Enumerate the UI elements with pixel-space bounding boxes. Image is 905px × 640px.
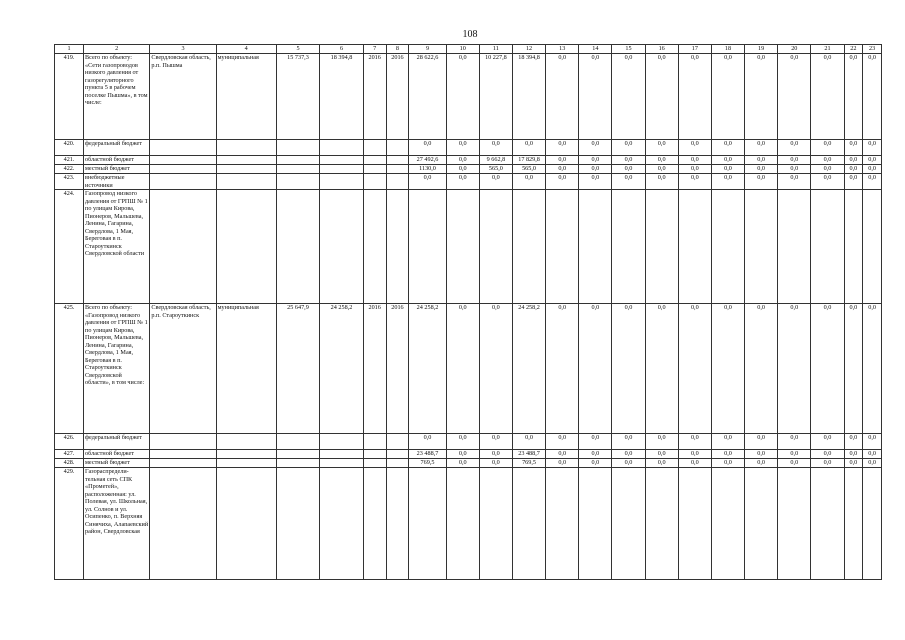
column-number: 4 bbox=[216, 45, 276, 54]
table-cell: 0,0 bbox=[612, 156, 645, 165]
table-cell bbox=[363, 140, 386, 156]
table-cell: 0,0 bbox=[612, 54, 645, 140]
column-number: 14 bbox=[579, 45, 612, 54]
table-cell bbox=[216, 468, 276, 580]
table-cell bbox=[811, 190, 844, 304]
table-cell bbox=[579, 190, 612, 304]
table-cell: 0,0 bbox=[479, 434, 512, 450]
table-row bbox=[55, 468, 882, 580]
table-cell bbox=[320, 459, 364, 468]
page-number: 108 bbox=[462, 29, 478, 40]
table-cell: 2016 bbox=[363, 54, 386, 140]
table-cell: 0,0 bbox=[546, 140, 579, 156]
table-cell bbox=[863, 190, 882, 304]
table-cell: 0,0 bbox=[612, 140, 645, 156]
table-cell: 0,0 bbox=[645, 140, 678, 156]
table-cell: 0,0 bbox=[612, 174, 645, 190]
table-cell bbox=[678, 468, 711, 580]
column-number: 2 bbox=[84, 45, 150, 54]
table-cell: 24 258,2 bbox=[320, 304, 364, 434]
table-cell: 0,0 bbox=[479, 140, 512, 156]
row-number-cell: 423. bbox=[55, 174, 84, 190]
table-cell bbox=[546, 190, 579, 304]
table-cell bbox=[745, 190, 778, 304]
table-cell bbox=[479, 468, 512, 580]
row-label-cell: внебюджетные источники bbox=[84, 174, 150, 190]
table-cell: 0,0 bbox=[579, 156, 612, 165]
table-cell: 0,0 bbox=[409, 174, 446, 190]
table-cell bbox=[386, 165, 409, 174]
table-cell: 0,0 bbox=[678, 54, 711, 140]
table-cell: 0,0 bbox=[446, 459, 479, 468]
table-cell bbox=[386, 190, 409, 304]
column-number: 15 bbox=[612, 45, 645, 54]
table-cell: 0,0 bbox=[863, 156, 882, 165]
table-cell bbox=[150, 468, 216, 580]
table-cell: 0,0 bbox=[778, 450, 811, 459]
row-label-cell: федеральный бюджет bbox=[84, 140, 150, 156]
table-cell bbox=[645, 190, 678, 304]
column-number: 12 bbox=[512, 45, 545, 54]
table-cell bbox=[363, 190, 386, 304]
column-number: 20 bbox=[778, 45, 811, 54]
column-number: 21 bbox=[811, 45, 844, 54]
table-cell bbox=[276, 156, 320, 165]
table-cell: 0,0 bbox=[863, 165, 882, 174]
table-cell bbox=[320, 468, 364, 580]
table-cell bbox=[276, 190, 320, 304]
table-cell: 0,0 bbox=[446, 165, 479, 174]
table-cell: 0,0 bbox=[711, 54, 744, 140]
table-cell: 0,0 bbox=[678, 450, 711, 459]
table-row bbox=[55, 174, 882, 190]
table-cell: 0,0 bbox=[546, 304, 579, 434]
table-cell: 0,0 bbox=[409, 140, 446, 156]
table-cell bbox=[150, 140, 216, 156]
table-cell: 0,0 bbox=[479, 450, 512, 459]
table-cell bbox=[150, 156, 216, 165]
table-cell: 0,0 bbox=[446, 140, 479, 156]
table-cell bbox=[844, 190, 863, 304]
table-cell: 2016 bbox=[386, 304, 409, 434]
table-cell bbox=[363, 468, 386, 580]
table-cell: 0,0 bbox=[612, 434, 645, 450]
table-cell bbox=[216, 459, 276, 468]
table-cell bbox=[745, 468, 778, 580]
column-number: 13 bbox=[546, 45, 579, 54]
table-cell: 0,0 bbox=[745, 304, 778, 434]
table-cell: 0,0 bbox=[844, 140, 863, 156]
table-cell: 0,0 bbox=[512, 434, 545, 450]
table-cell bbox=[479, 190, 512, 304]
table-row bbox=[55, 304, 882, 434]
table-row bbox=[55, 54, 882, 140]
table-cell bbox=[276, 434, 320, 450]
table-cell bbox=[386, 434, 409, 450]
table-cell bbox=[546, 468, 579, 580]
table-cell bbox=[363, 174, 386, 190]
table-cell: 0,0 bbox=[811, 156, 844, 165]
table-cell: 18 394,8 bbox=[512, 54, 545, 140]
table-cell: 0,0 bbox=[512, 174, 545, 190]
row-label-cell: Газопровод низкого давления от ГРПШ № 1 по улицам Кирова, Пионеров, Мальшева, Ленина, Гагарина, Свердлова, 1 Мая, Береговая в п. Староуткинск Свердловской области bbox=[84, 190, 150, 304]
table-cell: 0,0 bbox=[745, 434, 778, 450]
table-cell bbox=[150, 450, 216, 459]
table-cell: муниципальная bbox=[216, 54, 276, 140]
table-cell bbox=[320, 174, 364, 190]
table-cell bbox=[276, 468, 320, 580]
table-cell: 0,0 bbox=[863, 54, 882, 140]
row-number-cell: 426. bbox=[55, 434, 84, 450]
row-label-cell: областной бюджет bbox=[84, 450, 150, 459]
table-cell: 0,0 bbox=[711, 174, 744, 190]
table-cell: 0,0 bbox=[863, 304, 882, 434]
table-cell bbox=[150, 190, 216, 304]
table-cell: 0,0 bbox=[711, 304, 744, 434]
table-cell: 0,0 bbox=[612, 459, 645, 468]
table-cell bbox=[612, 190, 645, 304]
table-cell bbox=[216, 174, 276, 190]
table-row bbox=[55, 140, 882, 156]
table-cell bbox=[320, 434, 364, 450]
table-cell bbox=[386, 459, 409, 468]
table-cell: 0,0 bbox=[778, 174, 811, 190]
table-cell: 0,0 bbox=[711, 140, 744, 156]
table-cell bbox=[150, 434, 216, 450]
table-cell bbox=[612, 468, 645, 580]
table-cell: 0,0 bbox=[479, 174, 512, 190]
table-cell: 0,0 bbox=[844, 459, 863, 468]
row-number-cell: 422. bbox=[55, 165, 84, 174]
table-cell: 0,0 bbox=[778, 304, 811, 434]
table-cell bbox=[276, 174, 320, 190]
table-cell: 0,0 bbox=[745, 459, 778, 468]
table-cell bbox=[446, 468, 479, 580]
table-cell: 0,0 bbox=[811, 450, 844, 459]
column-number: 17 bbox=[678, 45, 711, 54]
row-number-cell: 421. bbox=[55, 156, 84, 165]
table-cell bbox=[645, 468, 678, 580]
table-cell: 0,0 bbox=[811, 54, 844, 140]
table-cell: 0,0 bbox=[612, 165, 645, 174]
table-cell: 2016 bbox=[363, 304, 386, 434]
table-cell: 0,0 bbox=[811, 304, 844, 434]
table-row bbox=[55, 450, 882, 459]
row-number-cell: 419. bbox=[55, 54, 84, 140]
table-cell: 15 737,3 bbox=[276, 54, 320, 140]
table-cell: 0,0 bbox=[645, 304, 678, 434]
table-cell: 0,0 bbox=[811, 434, 844, 450]
table-cell: муниципальная bbox=[216, 304, 276, 434]
column-number: 6 bbox=[320, 45, 364, 54]
column-number: 19 bbox=[745, 45, 778, 54]
column-number: 3 bbox=[150, 45, 216, 54]
row-label-cell: Газораспредели-тельная сеть СПК «Прометей», расположенная: ул. Полевая, ул. Школьная, ул. Солнов и ул. Осипенко, п. Верхняя Синячиха, Алапаевский район, Свердловская bbox=[84, 468, 150, 580]
table-cell: 769,5 bbox=[409, 459, 446, 468]
row-number-cell: 420. bbox=[55, 140, 84, 156]
table-cell: 0,0 bbox=[546, 450, 579, 459]
row-label-cell: федеральный бюджет bbox=[84, 434, 150, 450]
row-label-cell: Всего по объекту: «Сети газопроводов низкого давления от газорегуляторного пункта 5 в рабочем поселке Пышма», в том числе: bbox=[84, 54, 150, 140]
table-cell bbox=[320, 156, 364, 165]
table-cell: 0,0 bbox=[579, 434, 612, 450]
column-number: 23 bbox=[863, 45, 882, 54]
table-cell: 0,0 bbox=[546, 459, 579, 468]
table-row bbox=[55, 190, 882, 304]
table-cell: 0,0 bbox=[863, 434, 882, 450]
column-number: 10 bbox=[446, 45, 479, 54]
row-label-cell: местный бюджет bbox=[84, 165, 150, 174]
table-cell bbox=[579, 468, 612, 580]
table-cell: 0,0 bbox=[446, 156, 479, 165]
table-row bbox=[55, 459, 882, 468]
table-cell: 0,0 bbox=[546, 165, 579, 174]
table-cell bbox=[386, 174, 409, 190]
column-number: 22 bbox=[844, 45, 863, 54]
row-number-cell: 425. bbox=[55, 304, 84, 434]
table-cell: 0,0 bbox=[678, 434, 711, 450]
table-cell: 18 394,8 bbox=[320, 54, 364, 140]
table-cell bbox=[863, 468, 882, 580]
table-cell: 0,0 bbox=[546, 434, 579, 450]
table-cell bbox=[216, 434, 276, 450]
row-label-cell: областной бюджет bbox=[84, 156, 150, 165]
table-cell bbox=[216, 450, 276, 459]
table-cell bbox=[216, 165, 276, 174]
table-cell: 0,0 bbox=[844, 174, 863, 190]
column-number: 8 bbox=[386, 45, 409, 54]
table-cell: 0,0 bbox=[863, 459, 882, 468]
table-cell: 0,0 bbox=[546, 156, 579, 165]
table-cell bbox=[512, 190, 545, 304]
table-row bbox=[55, 434, 882, 450]
table-cell: 0,0 bbox=[645, 434, 678, 450]
table-cell: 0,0 bbox=[844, 304, 863, 434]
table-cell: 23 488,7 bbox=[409, 450, 446, 459]
table-cell: 0,0 bbox=[446, 54, 479, 140]
table-cell: 769,5 bbox=[512, 459, 545, 468]
table-cell: 0,0 bbox=[711, 165, 744, 174]
table-cell: 0,0 bbox=[579, 54, 612, 140]
table-cell: 0,0 bbox=[579, 450, 612, 459]
table-cell bbox=[711, 468, 744, 580]
table-cell: 0,0 bbox=[678, 140, 711, 156]
column-number: 9 bbox=[409, 45, 446, 54]
table-cell: 0,0 bbox=[446, 304, 479, 434]
table-cell: 1130,0 bbox=[409, 165, 446, 174]
table-cell: 0,0 bbox=[678, 459, 711, 468]
table-cell: 0,0 bbox=[844, 434, 863, 450]
table-cell: 0,0 bbox=[711, 434, 744, 450]
table-cell: 0,0 bbox=[863, 140, 882, 156]
table-cell: 0,0 bbox=[645, 156, 678, 165]
table-cell bbox=[276, 459, 320, 468]
table-cell: 24 258,2 bbox=[409, 304, 446, 434]
table-cell: 9 662,8 bbox=[479, 156, 512, 165]
column-number: 16 bbox=[645, 45, 678, 54]
column-number-row bbox=[55, 45, 882, 54]
column-number: 7 bbox=[363, 45, 386, 54]
table-cell: 0,0 bbox=[811, 174, 844, 190]
table-cell: 0,0 bbox=[409, 434, 446, 450]
table-cell: 0,0 bbox=[678, 156, 711, 165]
table-cell: 0,0 bbox=[579, 304, 612, 434]
table-cell bbox=[276, 165, 320, 174]
table-cell bbox=[512, 468, 545, 580]
table-cell: 28 622,6 bbox=[409, 54, 446, 140]
table-cell: 0,0 bbox=[546, 174, 579, 190]
table-cell bbox=[811, 468, 844, 580]
table-cell: 17 829,8 bbox=[512, 156, 545, 165]
table-cell bbox=[363, 459, 386, 468]
table-cell: 0,0 bbox=[711, 450, 744, 459]
table-cell: 0,0 bbox=[579, 165, 612, 174]
table-cell: 0,0 bbox=[745, 140, 778, 156]
table-cell: 2016 bbox=[386, 54, 409, 140]
table-cell: Свердловская область, р.п. Староуткинск bbox=[150, 304, 216, 434]
table-cell: 0,0 bbox=[811, 459, 844, 468]
table-cell: 0,0 bbox=[579, 174, 612, 190]
table-cell: 0,0 bbox=[811, 165, 844, 174]
table-cell bbox=[446, 190, 479, 304]
table-cell: 0,0 bbox=[678, 174, 711, 190]
table-cell bbox=[386, 140, 409, 156]
table-cell bbox=[276, 140, 320, 156]
table-cell: 0,0 bbox=[778, 54, 811, 140]
table-cell bbox=[320, 140, 364, 156]
table-cell: 565,0 bbox=[512, 165, 545, 174]
table-cell bbox=[363, 434, 386, 450]
table-cell: 0,0 bbox=[778, 165, 811, 174]
table-cell: 0,0 bbox=[711, 459, 744, 468]
table-cell bbox=[409, 190, 446, 304]
table-cell bbox=[409, 468, 446, 580]
table-cell bbox=[778, 468, 811, 580]
table-cell bbox=[363, 165, 386, 174]
table-cell: 0,0 bbox=[645, 54, 678, 140]
column-number: 11 bbox=[479, 45, 512, 54]
table-cell bbox=[276, 450, 320, 459]
table-cell bbox=[150, 174, 216, 190]
table-cell: 0,0 bbox=[778, 459, 811, 468]
table-cell: 0,0 bbox=[778, 156, 811, 165]
table-cell: 0,0 bbox=[678, 304, 711, 434]
table-cell bbox=[363, 156, 386, 165]
table-cell: 0,0 bbox=[745, 450, 778, 459]
table-cell: 0,0 bbox=[446, 450, 479, 459]
column-number: 1 bbox=[55, 45, 84, 54]
table-cell: 23 488,7 bbox=[512, 450, 545, 459]
row-number-cell: 429. bbox=[55, 468, 84, 580]
table-cell: 0,0 bbox=[844, 54, 863, 140]
table-cell: 27 492,6 bbox=[409, 156, 446, 165]
table-cell: 0,0 bbox=[612, 304, 645, 434]
column-number: 5 bbox=[276, 45, 320, 54]
table-cell: 0,0 bbox=[579, 459, 612, 468]
table-cell: 0,0 bbox=[446, 434, 479, 450]
table-cell: 0,0 bbox=[778, 140, 811, 156]
table-cell: Свердловская область, р.п. Пышма bbox=[150, 54, 216, 140]
table-cell: 0,0 bbox=[778, 434, 811, 450]
table-cell: 0,0 bbox=[745, 156, 778, 165]
table-cell: 565,0 bbox=[479, 165, 512, 174]
table-cell bbox=[320, 190, 364, 304]
investment-table bbox=[54, 44, 882, 580]
table-cell: 25 647,9 bbox=[276, 304, 320, 434]
table-cell: 0,0 bbox=[645, 450, 678, 459]
table-cell: 0,0 bbox=[745, 54, 778, 140]
table-cell bbox=[711, 190, 744, 304]
table-cell: 0,0 bbox=[512, 140, 545, 156]
table-cell: 0,0 bbox=[612, 450, 645, 459]
row-number-cell: 424. bbox=[55, 190, 84, 304]
table-cell: 0,0 bbox=[479, 459, 512, 468]
table-cell bbox=[150, 165, 216, 174]
table-cell bbox=[778, 190, 811, 304]
table-cell: 0,0 bbox=[745, 174, 778, 190]
table-cell: 0,0 bbox=[844, 450, 863, 459]
table-cell bbox=[150, 459, 216, 468]
table-cell: 0,0 bbox=[678, 165, 711, 174]
table-cell: 0,0 bbox=[863, 450, 882, 459]
row-number-cell: 427. bbox=[55, 450, 84, 459]
table-row bbox=[55, 156, 882, 165]
table-cell: 0,0 bbox=[811, 140, 844, 156]
table-cell: 0,0 bbox=[844, 156, 863, 165]
table-cell bbox=[678, 190, 711, 304]
table-cell bbox=[363, 450, 386, 459]
table-cell bbox=[844, 468, 863, 580]
table-cell: 0,0 bbox=[579, 140, 612, 156]
table-cell: 10 227,8 bbox=[479, 54, 512, 140]
column-number: 18 bbox=[711, 45, 744, 54]
table-cell: 24 258,2 bbox=[512, 304, 545, 434]
table-cell bbox=[216, 140, 276, 156]
table-cell bbox=[320, 450, 364, 459]
table-cell: 0,0 bbox=[546, 54, 579, 140]
row-label-cell: местный бюджет bbox=[84, 459, 150, 468]
table-cell bbox=[386, 450, 409, 459]
table-cell bbox=[386, 156, 409, 165]
table-cell: 0,0 bbox=[863, 174, 882, 190]
row-label-cell: Всего по объекту: «Газопровод низкого давления от ГРПШ № 1 по улицам Кирова, Пионеров, Мальшева, Ленина, Гагарина, Свердлова, 1 Мая, Береговая в п. Староуткинск Свердловской области», в том числе: bbox=[84, 304, 150, 434]
table-cell: 0,0 bbox=[645, 174, 678, 190]
table-cell bbox=[216, 190, 276, 304]
table-cell bbox=[386, 468, 409, 580]
table-cell: 0,0 bbox=[711, 156, 744, 165]
table-cell bbox=[320, 165, 364, 174]
table-row bbox=[55, 165, 882, 174]
table-cell bbox=[216, 156, 276, 165]
table-cell: 0,0 bbox=[645, 165, 678, 174]
table-cell: 0,0 bbox=[645, 459, 678, 468]
table-cell: 0,0 bbox=[479, 304, 512, 434]
table-cell: 0,0 bbox=[446, 174, 479, 190]
table-cell: 0,0 bbox=[844, 165, 863, 174]
row-number-cell: 428. bbox=[55, 459, 84, 468]
table-cell: 0,0 bbox=[745, 165, 778, 174]
